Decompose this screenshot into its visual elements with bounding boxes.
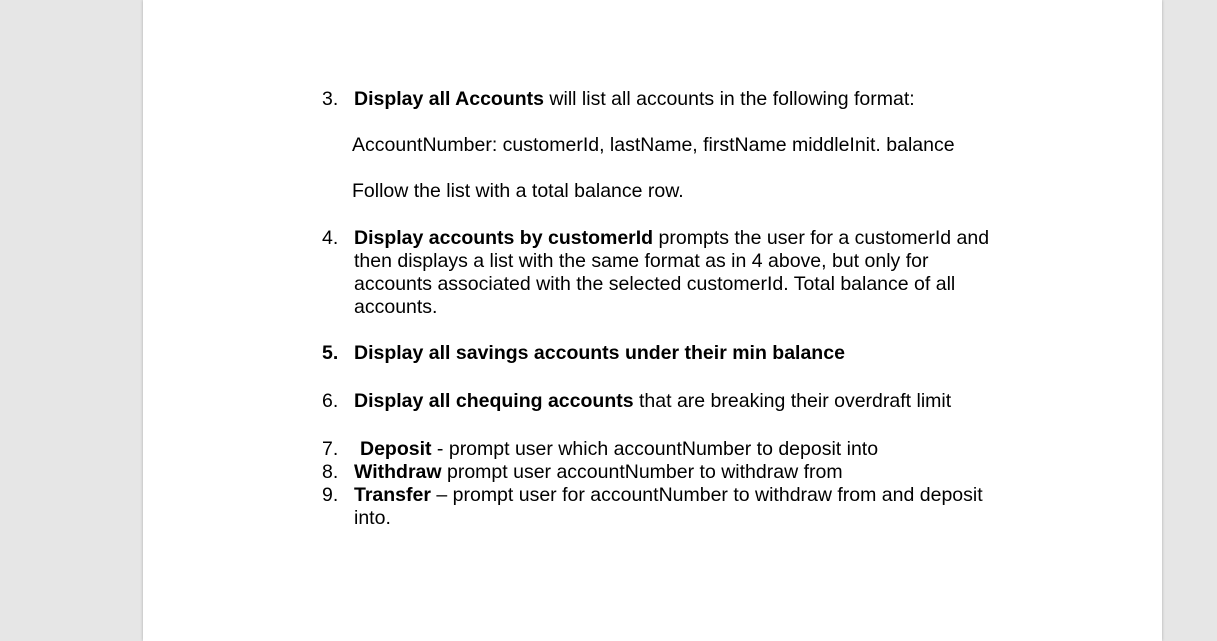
list-number: 6. — [322, 390, 339, 412]
list-number: 3. — [322, 88, 339, 110]
item-text: prompt user accountNumber to withdraw from — [441, 461, 843, 483]
item-bold-title: Withdraw — [354, 461, 442, 483]
item-4-line-4: accounts. — [354, 296, 438, 318]
item-bold-title: Display all Accounts — [354, 88, 545, 110]
item-body — [354, 227, 989, 250]
item-4-line-3: accounts associated with the selected customerId. Total balance of all — [354, 273, 956, 295]
item-body — [354, 390, 951, 413]
list-number: 7. — [322, 438, 339, 460]
item-text: prompts the user for a customerId and — [653, 227, 990, 249]
list-number: 8. — [322, 461, 339, 483]
item-bold-title: Display all savings accounts under their min balance — [354, 342, 845, 364]
item-body — [360, 438, 878, 461]
list-number: 4. — [322, 227, 339, 249]
list-number: 5. — [322, 342, 339, 364]
document-page — [143, 0, 1162, 641]
item-body — [354, 461, 843, 484]
item-bold-title: Display all chequing accounts — [354, 390, 634, 412]
item-text: that are breaking their overdraft limit — [633, 390, 952, 412]
item-bold-title: Deposit — [360, 438, 432, 460]
item-body — [354, 484, 983, 507]
item-text: - prompt user which accountNumber to deposit into — [431, 438, 879, 460]
follow-line: Follow the list with a total balance row. — [352, 180, 684, 202]
item-bold-title: Display accounts by customerId — [354, 227, 654, 249]
item-body — [354, 88, 915, 111]
item-bold-title: Transfer — [354, 484, 431, 506]
format-line: AccountNumber: customerId, lastName, firstName middleInit. balance — [352, 134, 955, 156]
list-number: 9. — [322, 484, 339, 506]
item-text: – prompt user for accountNumber to withdraw from and deposit — [430, 484, 983, 506]
item-9-line-2: into. — [354, 507, 391, 529]
item-text: will list all accounts in the following format: — [544, 88, 915, 110]
item-4-line-2: then displays a list with the same format as in 4 above, but only for — [354, 250, 929, 272]
